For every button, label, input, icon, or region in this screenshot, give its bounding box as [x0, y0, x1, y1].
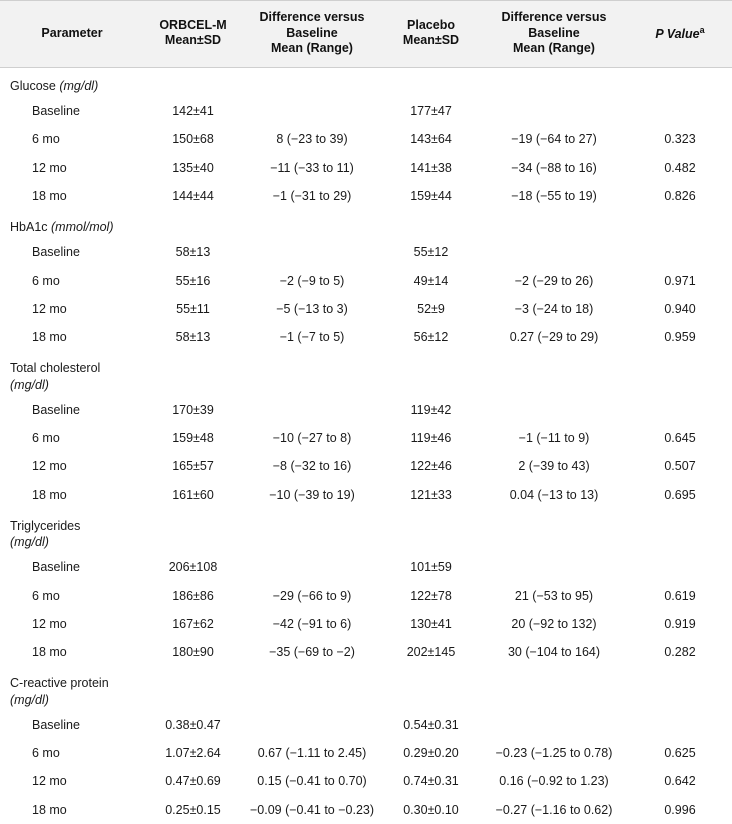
group-label-cell: [0, 666, 144, 711]
orbcel-mean-cell: 159±48: [172, 431, 214, 446]
placebo-mean-cell: 202±145: [406, 645, 456, 660]
table-group-row: [0, 67, 732, 97]
table-row: [0, 396, 732, 424]
placebo-difference-cell: [480, 553, 628, 581]
placebo-mean-cell: 56±12: [413, 330, 449, 345]
p-value-cell: 0.996: [664, 802, 696, 817]
group-empty-cell: [242, 666, 382, 711]
orbcel-difference-cell: [242, 238, 382, 266]
p-value-cell: 0.507: [664, 459, 696, 474]
group-label-cell: [0, 67, 144, 97]
orbcel-mean-cell: 135±40: [172, 160, 214, 175]
column-header-placebo-difference-line1: Difference versus: [501, 10, 607, 24]
row-label-cell: Baseline: [32, 402, 80, 417]
table-group-row: [0, 509, 732, 554]
orbcel-mean-cell: 161±60: [172, 487, 214, 502]
orbcel-mean-cell: 144±44: [172, 188, 214, 203]
row-label-cell: 6 mo: [32, 431, 60, 446]
group-label-cell: [0, 509, 144, 554]
group-empty-cell: [382, 509, 480, 554]
orbcel-difference-cell: −29 (−66 to 9): [272, 588, 352, 603]
group-empty-cell: [242, 351, 382, 396]
placebo-mean-cell: 130±41: [410, 616, 452, 631]
group-name: C-reactive protein: [10, 676, 109, 691]
table-row: [0, 238, 732, 266]
placebo-mean-cell: 143±64: [410, 132, 452, 147]
group-units: (mg/dl): [10, 535, 49, 550]
row-label-cell: 12 mo: [32, 774, 67, 789]
group-empty-cell: [382, 67, 480, 97]
group-empty-cell: [144, 67, 242, 97]
orbcel-difference-cell: [242, 396, 382, 424]
group-empty-cell: [144, 509, 242, 554]
placebo-difference-cell: −3 (−24 to 18): [514, 301, 594, 316]
column-header-p-value-footnote: a: [699, 24, 705, 35]
row-label-cell: Baseline: [32, 245, 80, 260]
table-row: [0, 481, 732, 509]
placebo-mean-cell: 0.54±0.31: [403, 717, 459, 732]
p-value-cell: 0.959: [664, 330, 696, 345]
p-value-cell: 0.940: [664, 301, 696, 316]
table-row: [0, 711, 732, 739]
group-empty-cell: [382, 210, 480, 238]
table-header: [0, 1, 732, 68]
p-value-cell: 0.919: [664, 616, 696, 631]
p-value-cell: 0.826: [664, 188, 696, 203]
group-empty-cell: [480, 67, 628, 97]
column-header-orbcel-difference-line1: Difference versus: [259, 10, 365, 24]
table-row: [0, 323, 732, 351]
group-label-cell: [0, 351, 144, 396]
group-empty-cell: [628, 509, 732, 554]
group-empty-cell: [628, 210, 732, 238]
group-name: Glucose: [10, 78, 60, 93]
p-value-cell: 0.695: [664, 487, 696, 502]
placebo-difference-cell: 30 (−104 to 164): [507, 645, 601, 660]
orbcel-mean-cell: 55±11: [176, 301, 210, 316]
placebo-difference-cell: 0.16 (−0.92 to 1.23): [499, 774, 609, 789]
column-header-orbcel-difference-line2: Baseline: [286, 25, 338, 40]
orbcel-mean-cell: 58±13: [175, 245, 211, 260]
placebo-mean-cell: 101±59: [410, 560, 452, 575]
orbcel-mean-cell: 55±16: [175, 273, 211, 288]
placebo-mean-cell: 122±46: [410, 459, 452, 474]
row-label-cell: 12 mo: [32, 160, 67, 175]
row-label-cell: 6 mo: [32, 132, 60, 147]
column-header-orbcel-difference: [242, 1, 382, 68]
placebo-mean-cell: 177±47: [410, 104, 452, 119]
placebo-difference-cell: −1 (−11 to 9): [518, 431, 590, 446]
group-empty-cell: [382, 351, 480, 396]
group-empty-cell: [144, 666, 242, 711]
orbcel-difference-cell: −35 (−69 to −2): [269, 645, 355, 660]
group-units: (mmol/mol): [51, 220, 114, 235]
p-value-cell: [628, 553, 732, 581]
table-row: [0, 154, 732, 182]
row-label-cell: 18 mo: [32, 487, 67, 502]
p-value-cell: 0.282: [664, 645, 696, 660]
orbcel-difference-cell: −10 (−39 to 19): [269, 487, 355, 502]
orbcel-mean-cell: 0.38±0.47: [165, 717, 221, 732]
group-empty-cell: [480, 509, 628, 554]
table-group-row: [0, 210, 732, 238]
orbcel-mean-cell: 167±62: [172, 616, 214, 631]
placebo-difference-cell: −0.27 (−1.16 to 0.62): [495, 802, 613, 817]
orbcel-difference-cell: −10 (−27 to 8): [272, 431, 352, 446]
p-value-cell: 0.619: [664, 588, 696, 603]
group-empty-cell: [480, 351, 628, 396]
orbcel-mean-cell: 142±41: [172, 104, 214, 119]
placebo-difference-cell: 0.04 (−13 to 13): [509, 487, 599, 502]
placebo-mean-cell: 119±42: [410, 402, 452, 417]
column-header-placebo-difference-line3: Mean (Range): [513, 41, 595, 56]
group-empty-cell: [242, 210, 382, 238]
orbcel-difference-cell: −1 (−7 to 5): [279, 330, 345, 345]
orbcel-difference-cell: −1 (−31 to 29): [272, 188, 352, 203]
orbcel-mean-cell: 170±39: [172, 402, 214, 417]
group-units: (mg/dl): [59, 78, 99, 93]
orbcel-difference-cell: −0.09 (−0.41 to −0.23): [249, 802, 375, 817]
orbcel-difference-cell: −42 (−91 to 6): [272, 616, 352, 631]
column-header-parameter: [0, 1, 144, 68]
group-empty-cell: [480, 210, 628, 238]
table-row: [0, 452, 732, 480]
row-label-cell: 6 mo: [32, 273, 60, 288]
p-value-cell: 0.625: [664, 746, 696, 761]
orbcel-difference-cell: −2 (−9 to 5): [279, 273, 345, 288]
orbcel-difference-cell: 0.67 (−1.11 to 2.45): [257, 746, 367, 761]
column-header-orbcel-mean: [144, 1, 242, 68]
orbcel-mean-cell: 186±86: [172, 588, 214, 603]
orbcel-difference-cell: 8 (−23 to 39): [276, 132, 348, 147]
table-header-row: [0, 1, 732, 68]
table-row: [0, 267, 732, 295]
placebo-mean-cell: 52±9: [417, 301, 445, 316]
p-value-cell: [628, 238, 732, 266]
column-header-orbcel-difference-line3: Mean (Range): [271, 41, 353, 56]
row-label-cell: 12 mo: [32, 459, 67, 474]
placebo-mean-cell: 121±33: [410, 487, 452, 502]
table-row: [0, 553, 732, 581]
table-row: [0, 295, 732, 323]
table-row: [0, 125, 732, 153]
p-value-cell: [628, 396, 732, 424]
group-empty-cell: [628, 67, 732, 97]
table-row: [0, 610, 732, 638]
table-row: [0, 582, 732, 610]
row-label-cell: 6 mo: [32, 746, 60, 761]
group-empty-cell: [144, 351, 242, 396]
placebo-mean-cell: 0.29±0.20: [403, 746, 459, 761]
table-row: [0, 638, 732, 666]
group-label-cell: [0, 210, 144, 238]
table-row: [0, 739, 732, 767]
column-header-parameter-label: Parameter: [41, 25, 103, 40]
row-label-cell: 12 mo: [32, 301, 67, 316]
orbcel-difference-cell: −5 (−13 to 3): [276, 301, 348, 316]
p-value-cell: [628, 711, 732, 739]
placebo-difference-cell: 2 (−39 to 43): [518, 459, 590, 474]
column-header-orbcel-mean-line2: Mean±SD: [164, 33, 222, 48]
group-empty-cell: [480, 666, 628, 711]
placebo-difference-cell: −2 (−29 to 26): [514, 273, 594, 288]
orbcel-difference-cell: [242, 711, 382, 739]
placebo-mean-cell: 159±44: [410, 188, 452, 203]
table-row: [0, 424, 732, 452]
placebo-difference-cell: 20 (−92 to 132): [511, 616, 597, 631]
group-units: (mg/dl): [10, 692, 49, 707]
p-value-cell: 0.323: [664, 132, 696, 147]
orbcel-mean-cell: 0.25±0.15: [165, 802, 221, 817]
placebo-mean-cell: 119±46: [410, 431, 452, 446]
group-empty-cell: [628, 351, 732, 396]
p-value-cell: 0.642: [664, 774, 696, 789]
group-name: HbA1c: [10, 220, 51, 235]
placebo-difference-cell: 21 (−53 to 95): [514, 588, 594, 603]
placebo-mean-cell: 55±12: [413, 245, 449, 260]
orbcel-mean-cell: 58±13: [175, 330, 211, 345]
row-label-cell: Baseline: [32, 560, 80, 575]
group-empty-cell: [242, 509, 382, 554]
column-header-placebo-difference: [480, 1, 628, 68]
table-group-row: [0, 666, 732, 711]
column-header-placebo-mean: [382, 1, 480, 68]
row-label-cell: 18 mo: [32, 802, 67, 817]
column-header-placebo-difference-line2: Baseline: [528, 25, 580, 40]
placebo-difference-cell: −19 (−64 to 27): [511, 132, 597, 147]
column-header-placebo-mean-line1: Placebo: [407, 17, 455, 32]
placebo-mean-cell: 0.74±0.31: [403, 774, 459, 789]
placebo-mean-cell: 141±38: [410, 160, 452, 175]
orbcel-difference-cell: −8 (−32 to 16): [272, 459, 352, 474]
p-value-cell: 0.645: [664, 431, 696, 446]
group-empty-cell: [382, 666, 480, 711]
orbcel-mean-cell: 0.47±0.69: [165, 774, 221, 789]
placebo-difference-cell: [480, 396, 628, 424]
row-label-cell: 18 mo: [32, 645, 67, 660]
placebo-difference-cell: −34 (−88 to 16): [511, 160, 597, 175]
column-header-orbcel-mean-line1: ORBCEL-M: [159, 17, 227, 32]
group-name: Total cholesterol: [10, 361, 101, 376]
placebo-mean-cell: 0.30±0.10: [403, 802, 459, 817]
table-row: [0, 182, 732, 210]
table-row: [0, 767, 732, 795]
row-label-cell: Baseline: [32, 717, 80, 732]
placebo-difference-cell: −0.23 (−1.25 to 0.78): [495, 746, 613, 761]
orbcel-mean-cell: 180±90: [172, 645, 214, 660]
group-name: Triglycerides: [10, 518, 81, 533]
row-label-cell: 18 mo: [32, 188, 67, 203]
placebo-mean-cell: 122±78: [410, 588, 452, 603]
row-label-cell: 6 mo: [32, 588, 60, 603]
orbcel-mean-cell: 150±68: [172, 132, 214, 147]
column-header-placebo-mean-line2: Mean±SD: [402, 33, 460, 48]
row-label-cell: 12 mo: [32, 616, 67, 631]
orbcel-difference-cell: −11 (−33 to 11): [270, 160, 354, 175]
orbcel-difference-cell: [242, 553, 382, 581]
orbcel-mean-cell: 1.07±2.64: [165, 746, 221, 761]
group-empty-cell: [242, 67, 382, 97]
row-label-cell: 18 mo: [32, 330, 67, 345]
p-value-cell: [628, 97, 732, 125]
column-header-p-value: [628, 1, 732, 68]
placebo-difference-cell: 0.27 (−29 to 29): [509, 330, 599, 345]
column-header-p-value-label: P Value: [655, 26, 700, 41]
group-empty-cell: [628, 666, 732, 711]
placebo-difference-cell: [480, 238, 628, 266]
group-units: (mg/dl): [10, 377, 49, 392]
table-row: [0, 97, 732, 125]
orbcel-difference-cell: [242, 97, 382, 125]
row-label-cell: Baseline: [32, 104, 80, 119]
placebo-mean-cell: 49±14: [413, 273, 449, 288]
p-value-cell: 0.971: [664, 273, 696, 288]
table-group-row: [0, 351, 732, 396]
orbcel-difference-cell: 0.15 (−0.41 to 0.70): [257, 774, 367, 789]
placebo-difference-cell: [480, 711, 628, 739]
table-body: [0, 67, 732, 824]
orbcel-mean-cell: 206±108: [168, 560, 218, 575]
group-empty-cell: [144, 210, 242, 238]
orbcel-mean-cell: 165±57: [172, 459, 214, 474]
placebo-difference-cell: −18 (−55 to 19): [511, 188, 597, 203]
placebo-difference-cell: [480, 97, 628, 125]
p-value-cell: 0.482: [664, 160, 696, 175]
